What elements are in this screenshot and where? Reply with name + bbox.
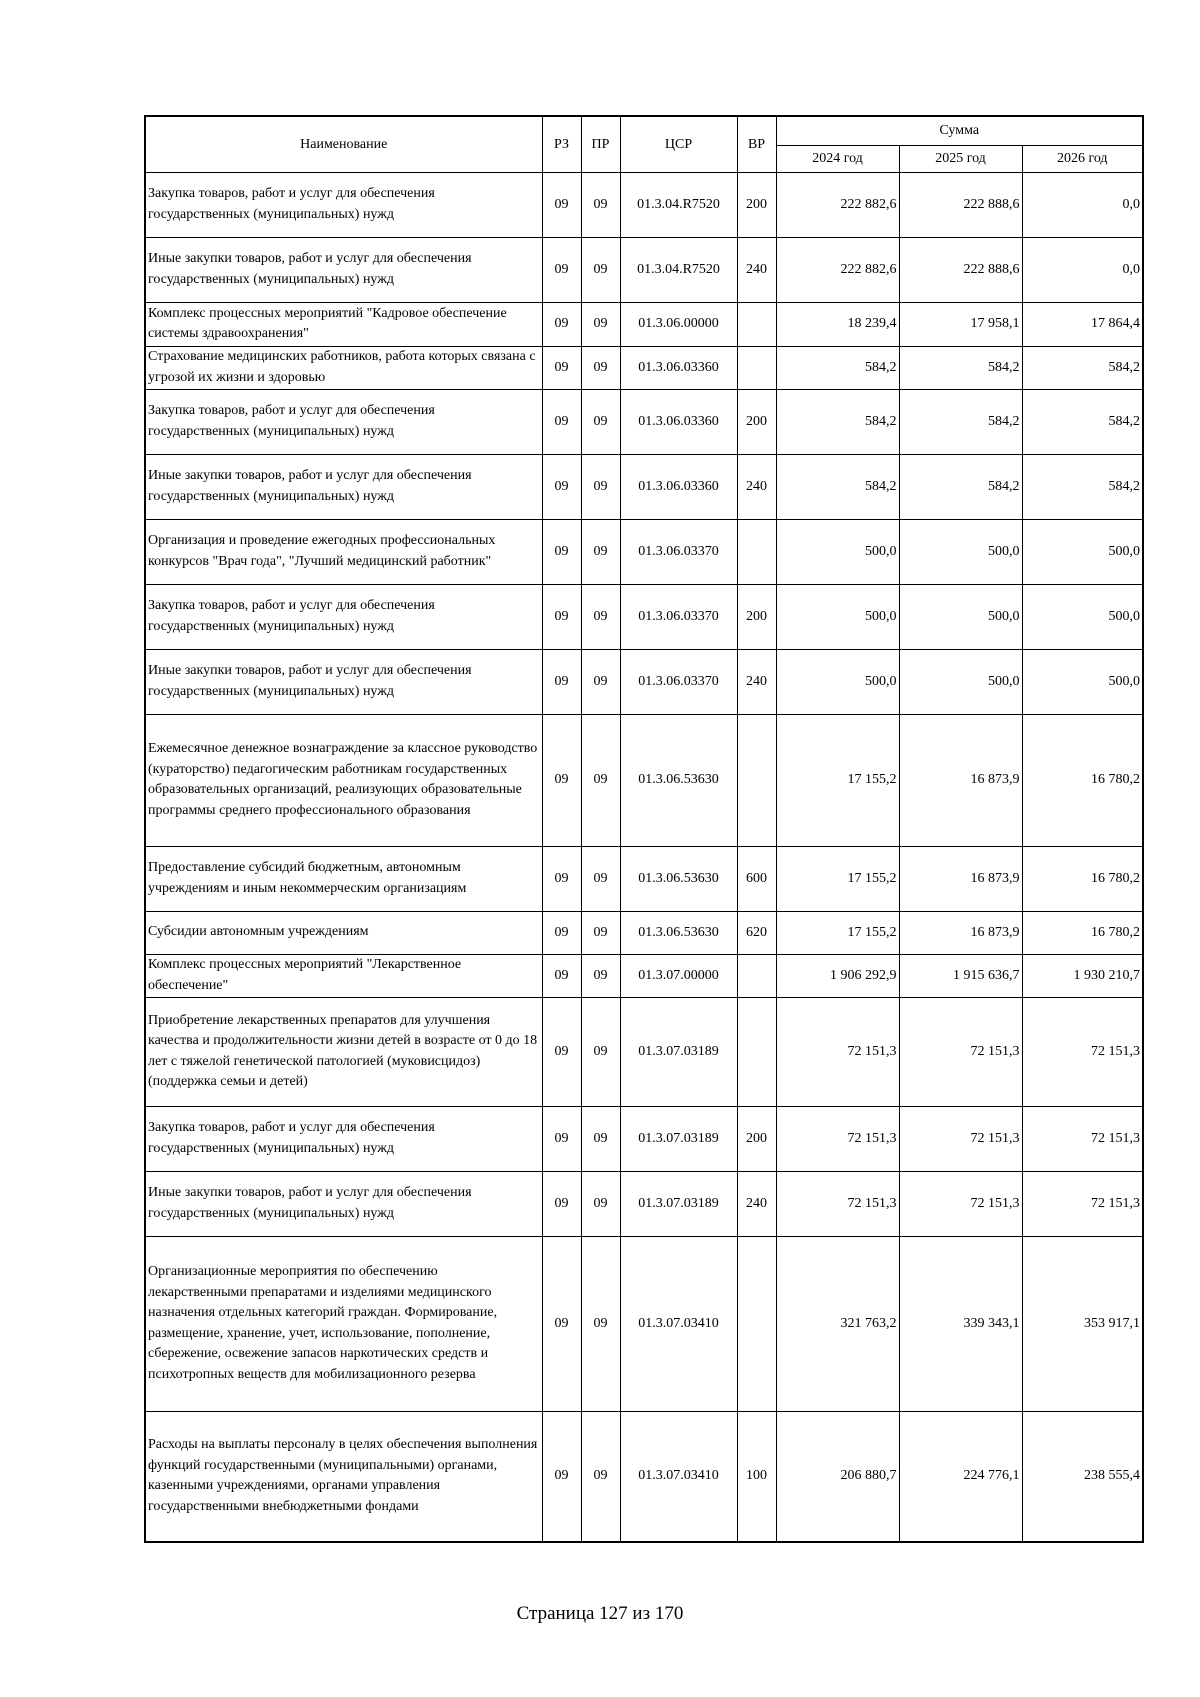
cell-pr: 09 <box>581 389 620 454</box>
cell-2025: 500,0 <box>899 519 1022 584</box>
cell-rz: 09 <box>542 172 581 237</box>
cell-csr: 01.3.07.03410 <box>620 1411 737 1542</box>
cell-csr: 01.3.04.R7520 <box>620 172 737 237</box>
table-row <box>145 1171 1143 1236</box>
cell-2026: 500,0 <box>1022 519 1143 584</box>
cell-rz: 09 <box>542 389 581 454</box>
cell-csr: 01.3.06.03360 <box>620 346 737 389</box>
cell-rz: 09 <box>542 954 581 997</box>
cell-pr: 09 <box>581 1106 620 1171</box>
cell-rz: 09 <box>542 302 581 346</box>
header-pr: ПР <box>581 116 620 172</box>
cell-vr: 240 <box>737 237 776 302</box>
cell-name: Иные закупки товаров, работ и услуг для обеспечения государственных (муниципальных) нужд <box>145 649 542 714</box>
cell-vr: 200 <box>737 584 776 649</box>
cell-pr: 09 <box>581 454 620 519</box>
table-row <box>145 846 1143 911</box>
cell-csr: 01.3.06.00000 <box>620 302 737 346</box>
cell-csr: 01.3.07.03189 <box>620 1171 737 1236</box>
header-name: Наименование <box>145 116 542 172</box>
cell-csr: 01.3.06.53630 <box>620 846 737 911</box>
cell-2025: 584,2 <box>899 454 1022 519</box>
cell-2026: 72 151,3 <box>1022 1106 1143 1171</box>
table-row <box>145 389 1143 454</box>
cell-2025: 1 915 636,7 <box>899 954 1022 997</box>
cell-2025: 584,2 <box>899 389 1022 454</box>
cell-csr: 01.3.06.03360 <box>620 454 737 519</box>
header-csr: ЦСР <box>620 116 737 172</box>
cell-vr: 620 <box>737 911 776 954</box>
cell-2024: 72 151,3 <box>776 1171 899 1236</box>
cell-vr <box>737 346 776 389</box>
cell-2026: 1 930 210,7 <box>1022 954 1143 997</box>
table-row <box>145 954 1143 997</box>
cell-name: Комплекс процессных мероприятий "Лекарственное обеспечение" <box>145 954 542 997</box>
cell-2026: 0,0 <box>1022 172 1143 237</box>
cell-2024: 500,0 <box>776 584 899 649</box>
cell-2026: 16 780,2 <box>1022 846 1143 911</box>
cell-2025: 500,0 <box>899 584 1022 649</box>
cell-2025: 16 873,9 <box>899 714 1022 846</box>
cell-pr: 09 <box>581 302 620 346</box>
cell-2025: 584,2 <box>899 346 1022 389</box>
cell-name: Закупка товаров, работ и услуг для обеспечения государственных (муниципальных) нужд <box>145 1106 542 1171</box>
cell-rz: 09 <box>542 1411 581 1542</box>
cell-2026: 353 917,1 <box>1022 1236 1143 1411</box>
cell-pr: 09 <box>581 997 620 1106</box>
cell-vr: 600 <box>737 846 776 911</box>
cell-2025: 222 888,6 <box>899 237 1022 302</box>
cell-2026: 238 555,4 <box>1022 1411 1143 1542</box>
cell-2025: 72 151,3 <box>899 997 1022 1106</box>
cell-2024: 222 882,6 <box>776 237 899 302</box>
cell-2025: 16 873,9 <box>899 911 1022 954</box>
cell-name: Расходы на выплаты персоналу в целях обеспечения выполнения функций государственными (муниципальными) органами, казенными учреждениями, органами управления государственными внебюджетными фондами <box>145 1411 542 1542</box>
table-row <box>145 997 1143 1106</box>
table-row <box>145 454 1143 519</box>
cell-rz: 09 <box>542 997 581 1106</box>
cell-csr: 01.3.06.03370 <box>620 649 737 714</box>
cell-2026: 500,0 <box>1022 649 1143 714</box>
cell-vr <box>737 1236 776 1411</box>
cell-csr: 01.3.06.03370 <box>620 584 737 649</box>
cell-2026: 72 151,3 <box>1022 1171 1143 1236</box>
cell-name: Закупка товаров, работ и услуг для обеспечения государственных (муниципальных) нужд <box>145 172 542 237</box>
cell-2025: 224 776,1 <box>899 1411 1022 1542</box>
cell-pr: 09 <box>581 649 620 714</box>
cell-name: Иные закупки товаров, работ и услуг для обеспечения государственных (муниципальных) нужд <box>145 237 542 302</box>
cell-2026: 584,2 <box>1022 346 1143 389</box>
cell-pr: 09 <box>581 172 620 237</box>
cell-pr: 09 <box>581 1236 620 1411</box>
cell-vr: 200 <box>737 389 776 454</box>
cell-2024: 72 151,3 <box>776 997 899 1106</box>
table-row <box>145 346 1143 389</box>
cell-pr: 09 <box>581 846 620 911</box>
header-vr: ВР <box>737 116 776 172</box>
table-row <box>145 172 1143 237</box>
table-row <box>145 584 1143 649</box>
cell-vr <box>737 954 776 997</box>
cell-csr: 01.3.07.03189 <box>620 1106 737 1171</box>
cell-2024: 17 155,2 <box>776 911 899 954</box>
cell-2026: 72 151,3 <box>1022 997 1143 1106</box>
cell-pr: 09 <box>581 584 620 649</box>
cell-rz: 09 <box>542 1236 581 1411</box>
table-row <box>145 237 1143 302</box>
cell-rz: 09 <box>542 584 581 649</box>
cell-name: Закупка товаров, работ и услуг для обеспечения государственных (муниципальных) нужд <box>145 584 542 649</box>
cell-pr: 09 <box>581 346 620 389</box>
cell-vr: 200 <box>737 172 776 237</box>
page-number: Страница 127 из 170 <box>516 1603 684 1624</box>
cell-rz: 09 <box>542 649 581 714</box>
cell-2024: 72 151,3 <box>776 1106 899 1171</box>
cell-2025: 17 958,1 <box>899 302 1022 346</box>
cell-rz: 09 <box>542 846 581 911</box>
cell-csr: 01.3.07.03410 <box>620 1236 737 1411</box>
cell-rz: 09 <box>542 454 581 519</box>
cell-pr: 09 <box>581 954 620 997</box>
cell-name: Организационные мероприятия по обеспечению лекарственными препаратами и изделиями медицинского назначения отдельных категорий граждан. Формирование, размещение, хранение, учет, использование, пополнение, сбережение, освежение запасов наркотических средств и психотропных веществ для мобилизационного резерва <box>145 1236 542 1411</box>
cell-rz: 09 <box>542 519 581 584</box>
cell-2025: 72 151,3 <box>899 1171 1022 1236</box>
cell-name: Закупка товаров, работ и услуг для обеспечения государственных (муниципальных) нужд <box>145 389 542 454</box>
cell-csr: 01.3.07.03189 <box>620 997 737 1106</box>
cell-pr: 09 <box>581 519 620 584</box>
cell-2026: 16 780,2 <box>1022 714 1143 846</box>
cell-vr: 200 <box>737 1106 776 1171</box>
cell-pr: 09 <box>581 911 620 954</box>
cell-2024: 18 239,4 <box>776 302 899 346</box>
cell-vr: 100 <box>737 1411 776 1542</box>
cell-2025: 16 873,9 <box>899 846 1022 911</box>
cell-name: Приобретение лекарственных препаратов для улучшения качества и продолжительности жизни детей в возрасте от 0 до 18 лет с тяжелой генетической патологией (муковисцидоз) (поддержка семьи и детей) <box>145 997 542 1106</box>
cell-2024: 500,0 <box>776 649 899 714</box>
header-year-2024: 2024 год <box>776 145 899 172</box>
table-row <box>145 649 1143 714</box>
header-rz: РЗ <box>542 116 581 172</box>
header-year-2025: 2025 год <box>899 145 1022 172</box>
cell-2024: 584,2 <box>776 454 899 519</box>
cell-2024: 17 155,2 <box>776 846 899 911</box>
cell-2026: 500,0 <box>1022 584 1143 649</box>
cell-vr <box>737 997 776 1106</box>
cell-2026: 584,2 <box>1022 389 1143 454</box>
cell-rz: 09 <box>542 714 581 846</box>
table-row <box>145 911 1143 954</box>
cell-rz: 09 <box>542 237 581 302</box>
table-row <box>145 1411 1143 1542</box>
cell-vr: 240 <box>737 1171 776 1236</box>
table-row <box>145 714 1143 846</box>
cell-pr: 09 <box>581 237 620 302</box>
cell-2025: 500,0 <box>899 649 1022 714</box>
cell-vr: 240 <box>737 454 776 519</box>
cell-pr: 09 <box>581 714 620 846</box>
cell-2024: 222 882,6 <box>776 172 899 237</box>
table-row <box>145 519 1143 584</box>
cell-name: Организация и проведение ежегодных профессиональных конкурсов "Врач года", "Лучший медицинский работник" <box>145 519 542 584</box>
cell-2024: 321 763,2 <box>776 1236 899 1411</box>
cell-2025: 339 343,1 <box>899 1236 1022 1411</box>
cell-pr: 09 <box>581 1411 620 1542</box>
table-row <box>145 1236 1143 1411</box>
table-body <box>145 172 1143 1542</box>
cell-vr <box>737 519 776 584</box>
cell-vr: 240 <box>737 649 776 714</box>
cell-name: Комплекс процессных мероприятий "Кадровое обеспечение системы здравоохранения" <box>145 302 542 346</box>
cell-2026: 584,2 <box>1022 454 1143 519</box>
cell-name: Субсидии автономным учреждениям <box>145 911 542 954</box>
cell-csr: 01.3.04.R7520 <box>620 237 737 302</box>
cell-vr <box>737 714 776 846</box>
cell-name: Ежемесячное денежное вознаграждение за классное руководство (кураторство) педагогическим работникам государственных образовательных организаций, реализующих образовательные программы среднего профессионального образования <box>145 714 542 846</box>
cell-name: Страхование медицинских работников, работа которых связана с угрозой их жизни и здоровью <box>145 346 542 389</box>
cell-2024: 584,2 <box>776 346 899 389</box>
cell-2024: 500,0 <box>776 519 899 584</box>
cell-2026: 16 780,2 <box>1022 911 1143 954</box>
cell-2024: 206 880,7 <box>776 1411 899 1542</box>
cell-csr: 01.3.06.53630 <box>620 714 737 846</box>
table-row <box>145 302 1143 346</box>
cell-csr: 01.3.06.03360 <box>620 389 737 454</box>
header-sum: Сумма <box>776 116 1143 145</box>
cell-2025: 72 151,3 <box>899 1106 1022 1171</box>
cell-name: Иные закупки товаров, работ и услуг для обеспечения государственных (муниципальных) нужд <box>145 454 542 519</box>
header-row-1 <box>145 116 1143 145</box>
cell-2024: 17 155,2 <box>776 714 899 846</box>
cell-rz: 09 <box>542 1106 581 1171</box>
cell-vr <box>737 302 776 346</box>
cell-csr: 01.3.06.53630 <box>620 911 737 954</box>
budget-table <box>144 115 1144 1543</box>
cell-2024: 584,2 <box>776 389 899 454</box>
cell-pr: 09 <box>581 1171 620 1236</box>
cell-rz: 09 <box>542 911 581 954</box>
cell-csr: 01.3.06.03370 <box>620 519 737 584</box>
cell-name: Иные закупки товаров, работ и услуг для обеспечения государственных (муниципальных) нужд <box>145 1171 542 1236</box>
cell-name: Предоставление субсидий бюджетным, автономным учреждениям и иным некоммерческим организациям <box>145 846 542 911</box>
cell-2024: 1 906 292,9 <box>776 954 899 997</box>
cell-2026: 0,0 <box>1022 237 1143 302</box>
cell-2025: 222 888,6 <box>899 172 1022 237</box>
cell-csr: 01.3.07.00000 <box>620 954 737 997</box>
cell-rz: 09 <box>542 346 581 389</box>
cell-2026: 17 864,4 <box>1022 302 1143 346</box>
header-year-2026: 2026 год <box>1022 145 1143 172</box>
cell-rz: 09 <box>542 1171 581 1236</box>
table-row <box>145 1106 1143 1171</box>
